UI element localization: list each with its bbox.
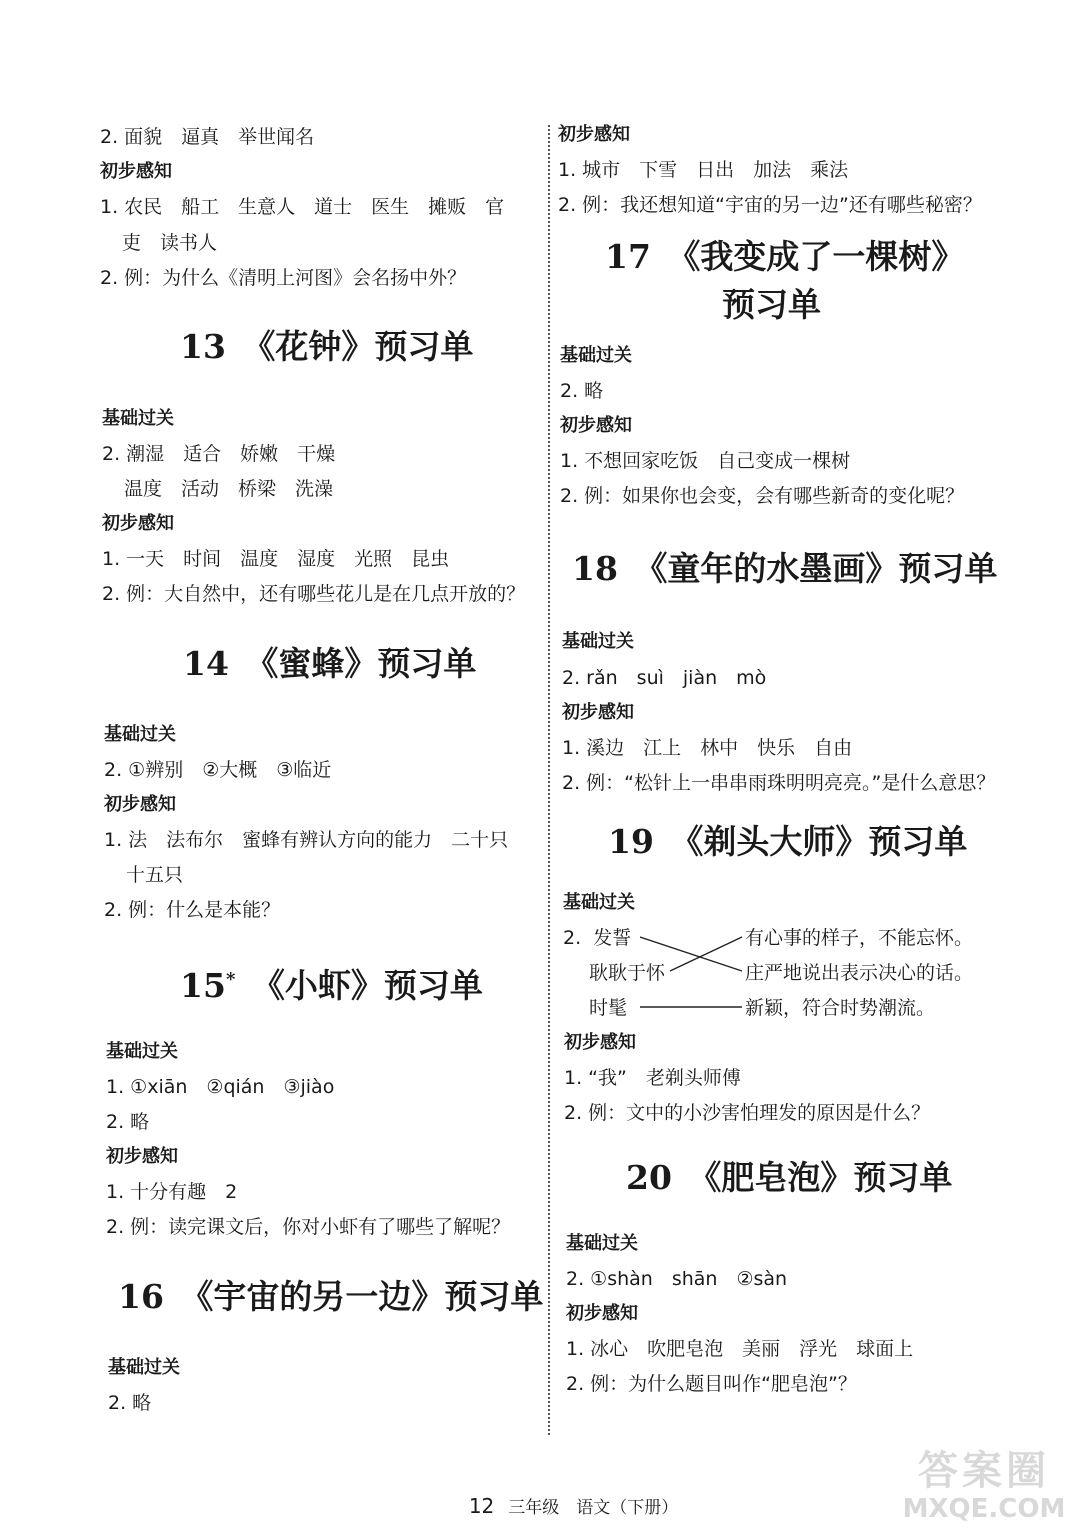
match-left-item: 2. 发誓	[563, 927, 632, 949]
lesson-title-20: 20 《肥皂泡》预习单	[626, 1158, 953, 1197]
section-heading: 初步感知	[102, 513, 174, 534]
section-heading: 基础过关	[562, 631, 634, 652]
text-line: 1. 农民 船工 生意人 道士 医生 摊贩 官	[100, 196, 505, 218]
section-heading: 初步感知	[566, 1303, 638, 1324]
section-heading: 初步感知	[558, 124, 630, 145]
lesson-title-19: 19 《剃头大师》预习单	[608, 822, 968, 861]
subject-label: 语文（下册）	[576, 1498, 679, 1518]
text-line: 2. rǎn suì jiàn mò	[562, 667, 767, 689]
watermark-logo	[899, 1448, 1069, 1528]
text-line: 2. 潮湿 适合 娇嫩 干燥	[102, 443, 336, 465]
section-heading: 初步感知	[104, 794, 176, 815]
text-line: 2. 例：如果你也会变，会有哪些新奇的变化呢？	[560, 485, 965, 507]
text-line: 2. 略	[560, 380, 604, 402]
section-heading: 基础过关	[106, 1041, 178, 1062]
section-heading: 基础过关	[566, 1233, 638, 1254]
text-line: 2. 例：什么是本能？	[104, 899, 281, 921]
lesson-number: 15	[180, 966, 226, 1005]
lesson-title-17: 17 《我变成了一棵树》	[605, 237, 965, 276]
text-line: 2. 例：读完课文后，你对小虾有了哪些了解呢？	[106, 1216, 511, 1238]
section-heading: 基础过关	[108, 1357, 180, 1378]
section-heading: 基础过关	[102, 408, 174, 429]
text-line: 2. 略	[106, 1111, 150, 1133]
section-heading: 基础过关	[560, 345, 632, 366]
match-left-item: 时髦	[589, 997, 628, 1019]
text-line: 1. 法 法布尔 蜜蜂有辨认方向的能力 二十只	[104, 829, 509, 851]
section-heading: 初步感知	[106, 1146, 178, 1167]
text-line: 1. 城市 下雪 日出 加法 乘法	[558, 159, 849, 181]
lesson-title-14: 14 《蜜蜂》预习单	[183, 644, 477, 683]
page-footer	[458, 1470, 678, 1520]
watermark-text: 答案圈	[918, 1448, 1050, 1494]
text-line: 2. 例：为什么《清明上河图》会名扬中外？	[100, 267, 467, 289]
lesson-title-17-line2: 预习单	[722, 285, 821, 324]
text-line: 2. 例：文中的小沙害怕理发的原因是什么？	[564, 1102, 931, 1124]
lesson-title-13: 13 《花钟》预习单	[180, 327, 474, 366]
text-line: 温度 活动 桥梁 洗澡	[124, 478, 334, 500]
text-line: 2. ①辨别 ②大概 ③临近	[104, 759, 332, 781]
text-line: 1. 不想回家吃饭 自己变成一棵树	[560, 450, 851, 472]
section-heading: 初步感知	[564, 1032, 636, 1053]
text-line: 2. 例：为什么题目叫作“肥皂泡”？	[566, 1373, 857, 1395]
text-line: 2. 略	[108, 1392, 152, 1414]
text-line: 1. “我” 老剃头师傅	[564, 1067, 741, 1089]
match-right-item: 庄严地说出表示决心的话。	[745, 962, 974, 984]
column-divider	[548, 125, 550, 1435]
lesson-title-18: 18 《童年的水墨画》预习单	[572, 549, 998, 588]
text-line: 2. 例：大自然中，还有哪些花儿是在几点开放的？	[102, 583, 526, 605]
text-line: 1. 溪边 江上 林中 快乐 自由	[562, 737, 853, 759]
text-line: 1. 冰心 吹肥皂泡 美丽 浮光 球面上	[566, 1338, 914, 1360]
page-number: 12	[468, 1494, 495, 1518]
text-line: 2. 例：“松针上一串串雨珠明明亮亮。”是什么意思？	[562, 772, 996, 794]
section-heading: 初步感知	[100, 161, 172, 182]
text-line: 1. 一天 时间 温度 湿度 光照 昆虫	[102, 548, 450, 570]
text-line: 2. 例：我还想知道“宇宙的另一边”还有哪些秘密？	[558, 194, 982, 216]
section-heading: 基础过关	[563, 892, 635, 913]
grade-label: 三年级	[508, 1498, 560, 1518]
watermark-url: MXQE.COM	[902, 1494, 1066, 1524]
matching-lines	[640, 925, 750, 1015]
text-line: 2. 面貌 逼真 举世闻名	[100, 126, 315, 148]
asterisk-mark: *	[225, 969, 236, 990]
lesson-name: 《小虾》预习单	[235, 966, 483, 1005]
text-line: 吏 读书人	[122, 232, 218, 254]
text-line: 2. ①shàn shān ②sàn	[566, 1268, 788, 1290]
section-heading: 初步感知	[560, 415, 632, 436]
section-heading: 基础过关	[104, 724, 176, 745]
match-left-item: 耿耿于怀	[589, 962, 666, 984]
lesson-title-16: 16 《宇宙的另一边》预习单	[118, 1277, 544, 1316]
section-heading: 初步感知	[562, 702, 634, 723]
text-line: 1. 十分有趣 2	[106, 1181, 238, 1203]
match-right-item: 有心事的样子，不能忘怀。	[745, 927, 974, 949]
match-right-item: 新颖，符合时势潮流。	[745, 997, 936, 1019]
text-line: 1. ①xiān ②qián ③jiào	[106, 1076, 335, 1098]
text-line: 十五只	[126, 864, 184, 886]
lesson-title-15	[180, 958, 483, 1008]
